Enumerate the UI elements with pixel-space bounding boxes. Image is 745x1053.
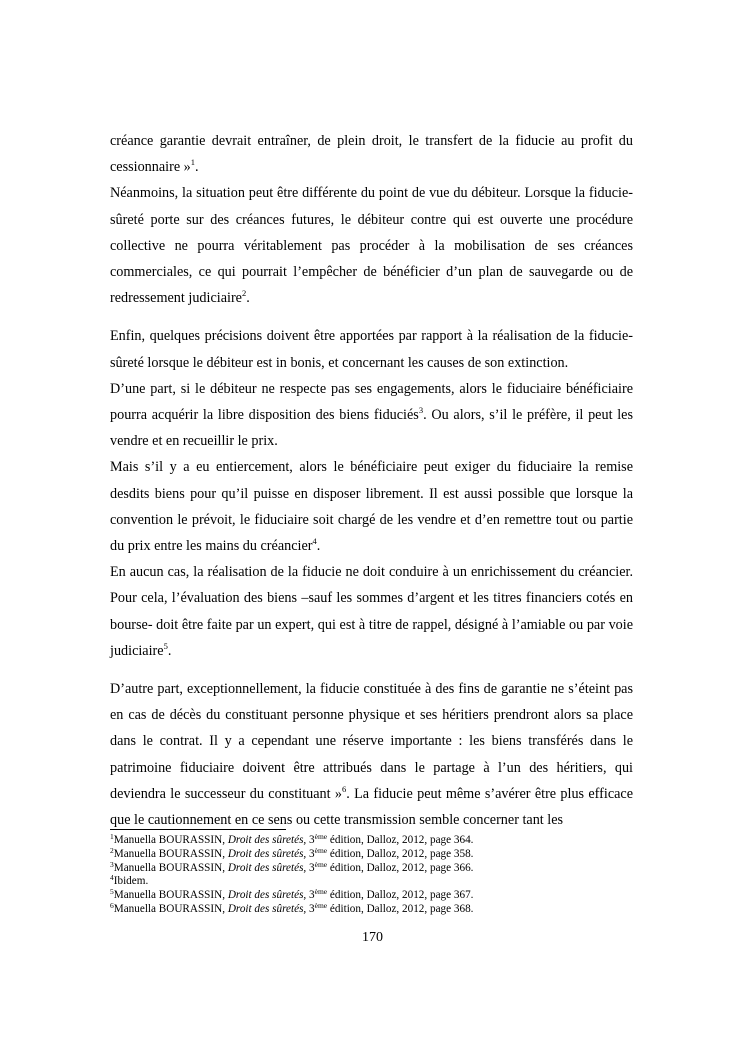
paragraph-text: créance garantie devrait entraîner, de plein droit, le transfert de la fiducie au profit du cessionnaire » <box>110 133 633 176</box>
footnote-edition-number: 3 <box>306 889 315 902</box>
footnote-edition-suffix: ème <box>314 832 328 841</box>
paragraph <box>110 454 633 559</box>
paragraph <box>110 676 633 833</box>
footnote-author: Ibidem. <box>113 875 149 888</box>
footnote-number: 4 <box>110 873 114 883</box>
footnote-number: 5 <box>110 887 114 897</box>
paragraph <box>110 376 633 455</box>
footnote-edition-suffix: ème <box>314 845 328 855</box>
footnote-edition-number: 3 <box>306 861 315 874</box>
paragraph-text: . La fiducie peut même s’avérer être plus efficace que le cautionnement en ce sens ou cette transmission semble concerner tant les <box>110 785 634 829</box>
footnote-author: Manuella BOURASSIN, <box>113 834 228 846</box>
footnote-rest: édition, Dalloz, 2012, page 358. <box>327 847 474 860</box>
footnote <box>110 889 633 903</box>
footnote-author: Manuella BOURASSIN, <box>113 902 228 915</box>
footnote-number: 3 <box>110 859 114 869</box>
footnote-title: Droit des sûretés, <box>227 861 307 874</box>
footnote-title: Droit des sûretés, <box>227 889 307 902</box>
footnote-rest: édition, Dalloz, 2012, page 367. <box>327 889 474 902</box>
footnotes <box>110 834 633 917</box>
footnote-title: Droit des sûretés, <box>227 902 307 915</box>
paragraph <box>110 323 633 375</box>
footnote-reference: 2 <box>241 288 247 299</box>
paragraph-text: . <box>316 538 321 555</box>
footnote-reference: 6 <box>341 783 347 794</box>
footnote-edition-number: 3 <box>306 834 315 846</box>
footnote-separator <box>110 829 286 830</box>
footnote-number: 1 <box>110 832 114 841</box>
footnote-author: Manuella BOURASSIN, <box>113 847 228 860</box>
footnote <box>110 875 633 889</box>
paragraph-text: Néanmoins, la situation peut être différente du point de vue du débiteur. Lorsque la fiducie-sûreté porte sur des créances futures, le débiteur contre qui est ouverte une procédure collective ne pourra véritablement pas procéder à la mobilisation de ses créances commerciales, ce qui pourrait l’empêcher de bénéficier d’un plan de sauvegarde ou de redressement judiciaire <box>110 185 633 307</box>
footnote-number: 2 <box>110 845 114 855</box>
footnote-rest: édition, Dalloz, 2012, page 364. <box>327 834 474 846</box>
footnote <box>110 845 633 862</box>
paragraph-text: D’une part, si le débiteur ne respecte pas ses engagements, alors le fiduciaire bénéficiaire pourra acquérir la libre disposition des biens fiduciés <box>110 380 633 424</box>
footnote-rest: édition, Dalloz, 2012, page 366. <box>327 861 474 874</box>
paragraph-text: . Ou alors, s’il le préfère, il peut les vendre et en recueillir le prix. <box>110 407 633 450</box>
paragraph-text: Enfin, quelques précisions doivent être apportées par rapport à la réalisation de la fiducie-sûreté lorsque le débiteur est in bonis, et concernant les causes de son extinction. <box>110 328 633 371</box>
paragraph <box>110 559 633 664</box>
footnote <box>110 900 633 917</box>
footnote-title: Droit des sûretés, <box>227 834 307 846</box>
footnote-edition-number: 3 <box>306 847 315 860</box>
paragraph-text: En aucun cas, la réalisation de la fiducie ne doit conduire à un enrichissement du créancier. Pour cela, l’évaluation des biens –sauf les sommes d’argent et les titres financiers cotés en bourse- doit être faite par un expert, qui est à titre de rappel, désigné à l’amiable ou par voie judiciaire <box>110 564 633 659</box>
footnote-reference: 3 <box>418 405 424 416</box>
paragraph-text: D’autre part, exceptionnellement, la fiducie constituée à des fins de garantie ne s’éteint pas en cas de décès du constituant personne physique et ses héritiers prendront alors sa place dans le contrat. Il y a cependant une réserve importante : les biens transférés dans le patrimoine fiduciaire doivent être attribués dans le partage à l’un des héritiers, qui deviendra le successeur du constituant » <box>110 681 633 802</box>
paragraph-text: . <box>246 290 250 307</box>
body-text <box>110 128 633 833</box>
footnote-title: Droit des sûretés, <box>227 847 307 860</box>
footnote-reference: 4 <box>312 536 317 547</box>
footnote-rest: édition, Dalloz, 2012, page 368. <box>327 902 474 915</box>
footnote-edition-suffix: ème <box>314 900 328 910</box>
paragraph <box>110 180 633 311</box>
footnote-edition-number: 3 <box>306 902 315 915</box>
footnote-author: Manuella BOURASSIN, <box>113 889 228 902</box>
footnote <box>110 859 633 876</box>
footnote-number: 6 <box>110 900 114 910</box>
footnote-author: Manuella BOURASSIN, <box>113 861 228 874</box>
paragraph <box>110 128 633 180</box>
paragraph-text: . <box>167 642 172 659</box>
footnote <box>110 834 633 848</box>
page-number: 170 <box>362 930 383 945</box>
paragraph-text: Mais s’il y a eu entiercement, alors le bénéficiaire peut exiger du fiduciaire la remise desdits biens pour qu’il puisse en disposer librement. Il est aussi possible que lorsque la convention le prévoit, le fiduciaire soit chargé de les vendre et d’en remettre tout ou partie du prix entre les mains du créancier <box>110 459 633 555</box>
footnote-edition-suffix: ème <box>314 887 328 897</box>
footnote-edition-suffix: ème <box>314 859 328 869</box>
footnote-reference: 5 <box>163 640 168 651</box>
footnote-reference: 1 <box>190 157 196 168</box>
paragraph-text: . <box>195 159 199 176</box>
